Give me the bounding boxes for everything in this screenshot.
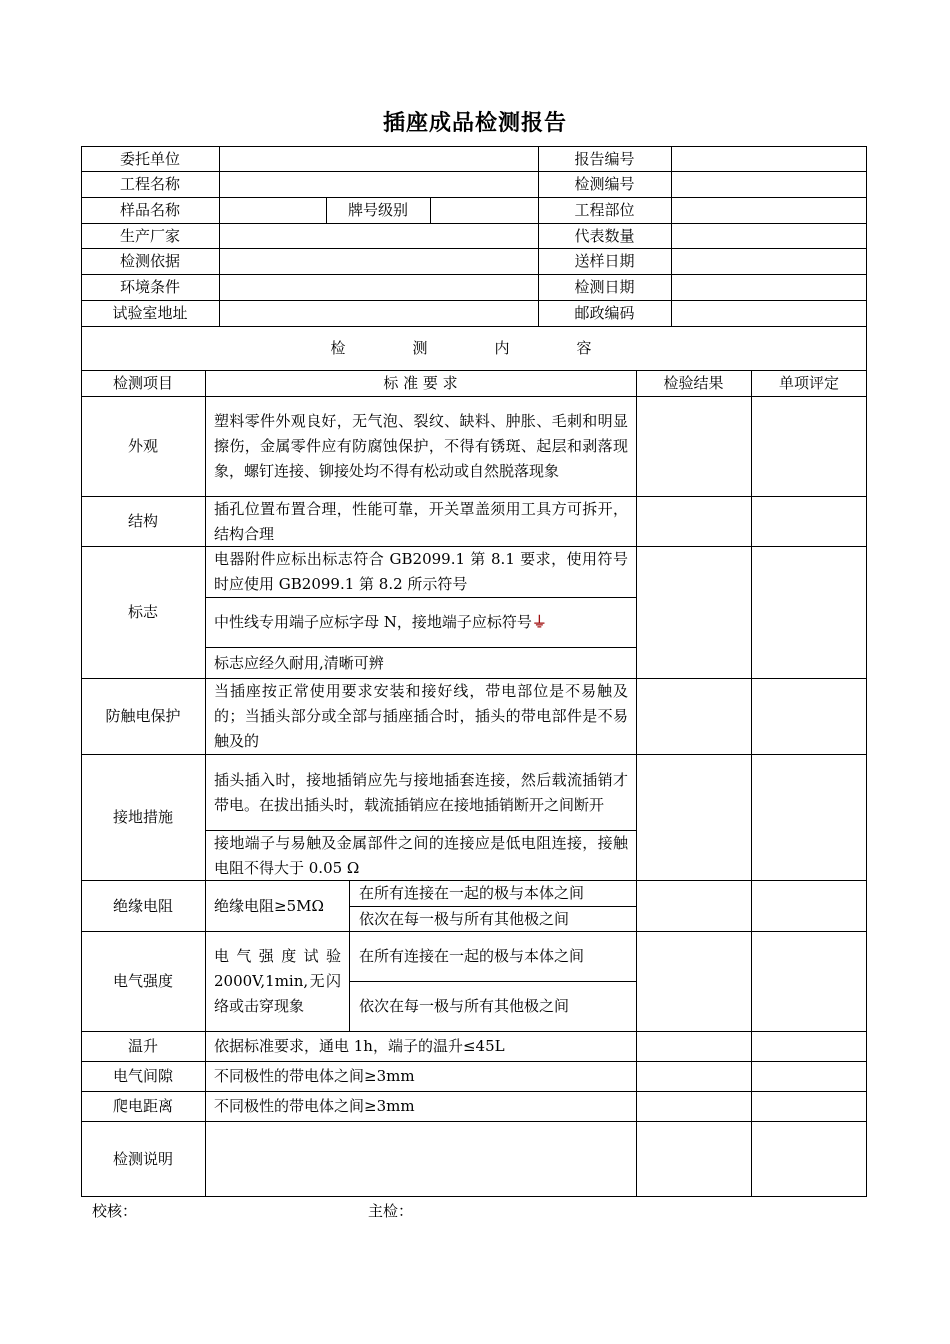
report-no-label: 报告编号 (574, 149, 635, 168)
postal-code-label: 邮政编码 (574, 304, 635, 322)
creepage-label: 爬电距离 (112, 1097, 173, 1115)
strength-requirement: 电 气 强 度 试 验 2000V,1min,无闪络或击穿现象 (214, 947, 341, 1015)
appearance-label: 外观 (127, 437, 158, 455)
earth-symbol-icon: ⏚ (531, 613, 547, 631)
test-date-label: 检测日期 (574, 278, 635, 296)
col-line (636, 370, 637, 1197)
col-line (430, 197, 431, 223)
col-header-result: 检验结果 (663, 374, 724, 392)
shock-label: 防触电保护 (105, 707, 181, 725)
table-border-right (866, 146, 867, 1197)
reviewer-label: 校核： (92, 1202, 138, 1220)
lab-address-label: 试验室地址 (112, 304, 188, 322)
brand-grade-label: 牌号级别 (347, 201, 408, 219)
section-title: 检 测 内 容 (330, 339, 618, 357)
insulation-requirement: 绝缘电阻≥5MΩ (214, 896, 324, 915)
insulation-sub-2: 依次在每一极与所有其他极之间 (359, 909, 570, 928)
col-header-rating: 单项评定 (778, 374, 839, 392)
grounding-standard-2: 接地端子与易触及金属部件之间的连接应是低电阻连接，接触电阻不得大于 0.05 Ω (214, 833, 628, 877)
col-line (219, 146, 220, 326)
clearance-standard: 不同极性的带电体之间≥3mm (214, 1067, 415, 1085)
col-header-item: 检测项目 (112, 374, 173, 392)
entrust-unit-label: 委托单位 (119, 149, 180, 168)
table-border-bottom (81, 1196, 867, 1197)
strength-sub-2: 依次在每一极与所有其他极之间 (359, 997, 570, 1015)
col-header-standard: 标 准 要 求 (383, 374, 458, 392)
shock-standard: 当插座按正常使用要求安装和接好线，带电部位是不易触及的；当插头部分或全部与插座插合时，插头的带电部件是不易触及的 (214, 682, 628, 750)
marking-standard-2-text: 中性线专用端子应标字母 N，接地端子应标符号 (214, 613, 532, 631)
marking-standard-1: 电器附件应标出标志符合 GB2099.1 第 8.1 要求，使用符号时应使用 GB2099.1 第 8.2 所示符号 (214, 550, 628, 593)
clearance-label: 电气间隙 (112, 1067, 173, 1085)
notes-label: 检测说明 (112, 1149, 173, 1168)
marking-standard-3: 标志应经久耐用,清晰可辨 (214, 653, 384, 672)
test-basis-label: 检测依据 (119, 252, 180, 270)
rep-quantity-label: 代表数量 (574, 226, 635, 245)
col-line (751, 370, 752, 1197)
sample-date-label: 送样日期 (574, 252, 635, 270)
creepage-standard: 不同极性的带电体之间≥3mm (214, 1097, 415, 1115)
structure-label: 结构 (127, 512, 158, 530)
project-part-label: 工程部位 (574, 201, 635, 219)
page-title: 插座成品检测报告 (382, 111, 567, 136)
project-name-label: 工程名称 (119, 175, 180, 193)
grounding-label: 接地措施 (112, 808, 173, 826)
manufacturer-label: 生产厂家 (119, 226, 180, 245)
strength-sub-1: 在所有连接在一起的极与本体之间 (359, 947, 585, 965)
appearance-standard: 塑料零件外观良好，无气泡、裂纹、缺料、肿胀、毛刺和明显擦伤，金属零件应有防腐蚀保护，不得有锈斑、起层和剥落现象，螺钉连接、铆接处均不得有松动或自然脱落现象 (214, 412, 628, 480)
marking-standard-2 (205, 598, 636, 647)
insulation-label: 绝缘电阻 (112, 896, 173, 915)
temp-label: 温升 (127, 1037, 158, 1055)
sample-name-label: 样品名称 (119, 201, 180, 219)
report-table (81, 146, 867, 1197)
inspector-label: 主检： (368, 1202, 414, 1220)
col-line (671, 146, 672, 326)
marking-label: 标志 (127, 603, 158, 621)
test-no-label: 检测编号 (574, 175, 635, 193)
grounding-standard-1: 插头插入时，接地插销应先与接地插套连接，然后载流插销才带电。在拔出插头时，载流插销应在接地插销断开之间断开 (214, 770, 628, 814)
strength-label: 电气强度 (112, 972, 173, 990)
environment-label: 环境条件 (119, 278, 180, 296)
insulation-sub-1: 在所有连接在一起的极与本体之间 (359, 884, 585, 902)
temp-standard: 依据标准要求，通电 1h，端子的温升≤45L (214, 1037, 505, 1055)
structure-standard: 插孔位置布置合理，性能可靠，开关罩盖须用工具方可拆开，结构合理 (214, 499, 628, 543)
